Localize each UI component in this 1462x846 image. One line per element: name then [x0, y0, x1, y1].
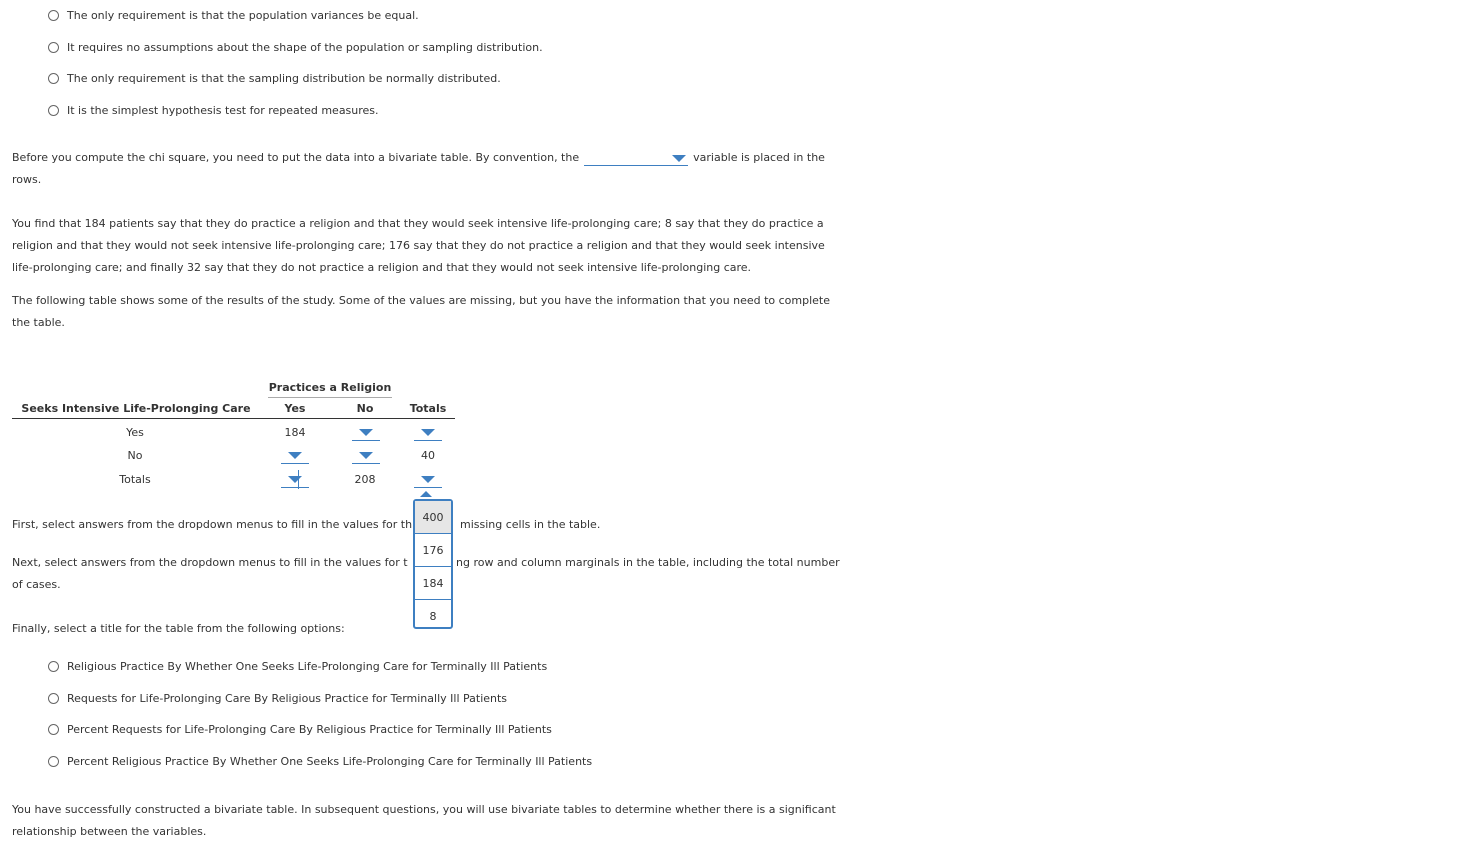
row-label-yes: Yes	[126, 426, 144, 439]
dropdown-yes-no[interactable]	[352, 424, 380, 441]
findings-paragraph	[12, 213, 842, 279]
dropdown-yes-totals[interactable]	[414, 424, 442, 441]
option-label: The only requirement is that the sampling distribution be normally distributed.	[67, 71, 501, 85]
row-header: Seeks Intensive Life-Prolonging Care	[21, 402, 251, 415]
table-intro-paragraph	[12, 290, 842, 334]
q1-option-4[interactable]	[48, 102, 379, 118]
option-label: Percent Requests for Life-Prolonging Care By Religious Practice for Terminally Ill Patients	[67, 722, 552, 736]
chevron-down-icon	[421, 429, 435, 436]
column-group-header: Practices a Religion	[268, 381, 392, 394]
dropdown-totals-yes[interactable]	[281, 471, 309, 488]
radio-button[interactable]	[48, 693, 59, 704]
chevron-down-icon	[359, 429, 373, 436]
text-line: relationship between the variables.	[12, 825, 207, 838]
dropdown-option[interactable]: 176	[415, 534, 451, 567]
chevron-down-icon	[359, 452, 373, 459]
instruction-text: First, select answers from the dropdown menus to fill in the values for th	[12, 518, 413, 531]
chevron-down-icon	[672, 155, 686, 162]
radio-button[interactable]	[48, 73, 59, 84]
instruction-3: Finally, select a title for the table from the following options:	[12, 622, 345, 635]
text-line: life-prolonging care; and finally 32 say that they do not practice a religion and that they would not seek intensive life-prolonging care.	[12, 261, 752, 274]
q1-option-1[interactable]	[48, 7, 419, 23]
radio-button[interactable]	[48, 105, 59, 116]
instruction-text: ng row and column marginals in the table, including the total number	[456, 556, 840, 569]
text-line: You have successfully constructed a bivariate table. In subsequent questions, you will use bivariate tables to determine whether there is a significant	[12, 803, 836, 816]
title-option-4[interactable]	[48, 753, 592, 769]
instruction-text: missing cells in the table.	[460, 518, 601, 531]
option-label: It is the simplest hypothesis test for repeated measures.	[67, 103, 379, 117]
title-option-2[interactable]	[48, 690, 507, 706]
title-option-1[interactable]	[48, 658, 547, 674]
option-label: Percent Religious Practice By Whether One Seeks Life-Prolonging Care for Terminally Ill Patients	[67, 754, 593, 768]
q1-option-3[interactable]	[48, 70, 501, 86]
text-line: the table.	[12, 316, 65, 329]
option-label: Religious Practice By Whether One Seeks Life-Prolonging Care for Terminally Ill Patients	[67, 659, 548, 673]
dropdown-totals-totals[interactable]	[414, 471, 442, 488]
col-header-yes: Yes	[284, 402, 306, 415]
text-line: You find that 184 patients say that they do practice a religion and that they would seek intensive life-prolonging care; 8 say that they do practice a	[12, 217, 824, 230]
chevron-down-icon	[288, 476, 302, 483]
radio-button[interactable]	[48, 42, 59, 53]
cell-no-totals: 40	[421, 449, 435, 462]
q1-option-2[interactable]	[48, 39, 543, 55]
row-label-no: No	[127, 449, 143, 462]
instruction-2-line2	[12, 578, 61, 591]
text-line: religion and that they would not seek intensive life-prolonging care; 176 say that they do not practice a religion and that they would seek intensive	[12, 239, 825, 252]
col-header-totals: Totals	[409, 402, 447, 415]
instruction-text: Next, select answers from the dropdown menus to fill in the values for t	[12, 556, 408, 569]
radio-button[interactable]	[48, 724, 59, 735]
text-line: The following table shows some of the results of the study. Some of the values are missing, but you have the information that you need to complete	[12, 294, 831, 307]
para-text-after: variable is placed in the	[693, 151, 825, 164]
instruction-text: of cases.	[12, 578, 61, 591]
dropdown-menu	[413, 499, 453, 629]
header-divider	[12, 418, 455, 419]
cell-totals-no: 208	[354, 473, 376, 486]
col-header-no: No	[356, 402, 374, 415]
text-cursor	[298, 470, 299, 489]
instruction-1-tail	[460, 518, 600, 531]
cell-yes-yes: 184	[284, 426, 306, 439]
para-text-before: Before you compute the chi square, you need to put the data into a bivariate table. By convention, the	[12, 151, 580, 164]
divider	[268, 397, 392, 398]
convention-paragraph	[12, 147, 842, 191]
row-label-totals: Totals	[119, 473, 151, 486]
para-text-line2: rows.	[12, 173, 42, 186]
dropdown-no-no[interactable]	[352, 447, 380, 464]
option-label: Requests for Life-Prolonging Care By Religious Practice for Terminally Ill Patients	[67, 691, 508, 705]
chevron-down-icon	[421, 476, 435, 483]
option-label: It requires no assumptions about the shape of the population or sampling distribution.	[67, 40, 543, 54]
option-label: The only requirement is that the population variances be equal.	[67, 8, 419, 22]
dropdown-no-yes[interactable]	[281, 447, 309, 464]
title-option-3[interactable]	[48, 721, 552, 737]
dropdown-option[interactable]: 184	[415, 567, 451, 600]
chevron-up-icon	[420, 491, 432, 497]
radio-button[interactable]	[48, 661, 59, 672]
dropdown-option[interactable]: 400	[415, 501, 451, 534]
instruction-2	[12, 556, 408, 569]
instruction-2-tail	[456, 556, 840, 569]
chevron-down-icon	[288, 452, 302, 459]
instruction-1	[12, 518, 412, 531]
variable-dropdown[interactable]	[584, 151, 688, 166]
radio-button[interactable]	[48, 10, 59, 21]
closing-paragraph	[12, 799, 842, 843]
dropdown-option[interactable]: 8	[429, 609, 437, 623]
radio-button[interactable]	[48, 756, 59, 767]
